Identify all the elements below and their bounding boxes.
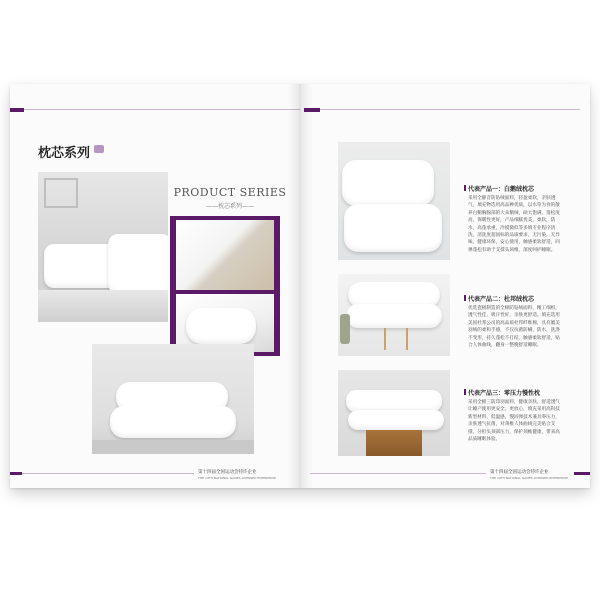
top-accent-bar	[10, 108, 24, 112]
footer-divider	[22, 473, 194, 474]
footer-subtext: THE 14TH NATIONAL GAMES LICENSED ENTERPRISE	[198, 476, 276, 480]
footer-accent-bar-right	[574, 472, 590, 475]
top-accent-bar-right	[304, 108, 320, 112]
product-2-description: 优选瓷极制造的全棉防钻绒面料，精工细织，透气性佳，吸汗性好，亲肤更舒适。填充选用美国杜邦公司的高品质杜邦纤维棉，具有媲美羽绒的柔和手感，不仅抗菌防螨，防水，洗涤不变形，持久蓬松不打结，触感柔软舒适，贴合人体曲线，翻身一整晚舒适睡眠。	[468, 306, 560, 349]
brochure-spread	[10, 84, 590, 488]
right-page	[300, 84, 590, 488]
product-1-photo	[338, 142, 450, 260]
title-badge-icon	[94, 145, 104, 153]
stacked-pillows-photo	[92, 344, 254, 454]
left-page	[10, 84, 300, 488]
top-divider	[24, 109, 300, 110]
page-title: 枕芯系列	[38, 146, 91, 161]
footer-divider-right	[310, 473, 486, 474]
product-1-description: 采用全静音防钻绒面料，轻盈柔软，亲肤透气，填充物选用高品种优质，以水草为食的散养白鹅胸腺部的大朵鹅绒，硕大饱满，蓬松度高，保暖性更好，产品细腻优美，柔软，防水，高蓬承重，冷摸微似等多填专业程序清洗，清洗度超国标的品质要求，无污染，无异味，健康环保，安心使用，触感柔软舒适，回弹蓬松有助于支撑头颈椎，深度呵护睡眠。	[468, 196, 560, 253]
fabric-detail-photo	[176, 220, 274, 290]
wooden-stand	[366, 430, 422, 456]
product-2-title: 代表产品二：杜邦绒枕芯	[468, 296, 535, 303]
product-1-title: 代表产品一：白鹅绒枕芯	[468, 186, 535, 193]
footer-text: 第十四届全国运动会特许企业	[198, 470, 257, 475]
product-series-subheading: ——枕芯系列——	[205, 203, 254, 210]
footer-text-right: 第十四届全国运动会特许企业	[490, 470, 549, 475]
product-3-title: 代表产品三：零压力慢性枕	[468, 390, 541, 397]
product-2-photo	[338, 274, 450, 356]
footer-subtext-right: THE 14TH NATIONAL GAMES LICENSED ENTERPRISE	[490, 476, 568, 480]
product-3-photo	[338, 370, 450, 456]
bed-pillows-photo	[38, 172, 168, 322]
footer-accent-bar	[10, 472, 22, 475]
product-3-description: 采用全棉三防印羽面料，健康亲肤，舒适透气让睡产使用更安全。更放心，填充采用高科技新型材料，低温感，慢回弹技术兼具零压力，亲肤透气抗菌，对颈椎人体曲线完美贴合支撑，分担头颈部压力，保护颈椎健康，带来高品质睡眠体验。	[468, 400, 560, 443]
top-divider-right	[320, 109, 580, 110]
product-series-heading: PRODUCT SERIES	[173, 186, 287, 199]
